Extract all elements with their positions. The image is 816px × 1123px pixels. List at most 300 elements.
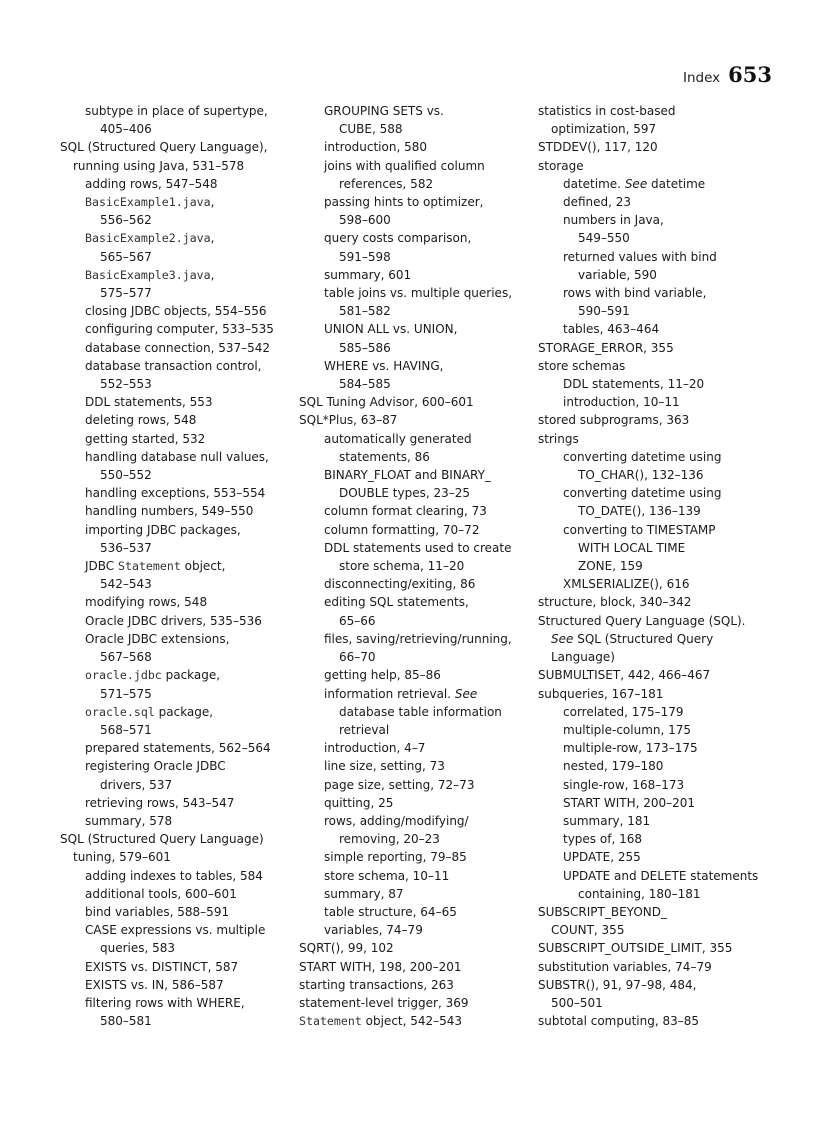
index-entry [538, 339, 776, 357]
index-entry [299, 211, 537, 229]
entry-text: filtering rows with WHERE, [85, 995, 245, 1010]
entry-text: SUBSTR(), 91, 97–98, 484, [538, 977, 697, 992]
index-entry [60, 757, 298, 775]
entry-text: GROUPING SETS vs. [324, 104, 444, 118]
index-entry [538, 211, 776, 229]
index-entry [60, 248, 298, 266]
entry-text: optimization, 597 [551, 122, 657, 137]
entry-text: query costs comparison, [324, 231, 472, 246]
index-entry [299, 302, 537, 320]
entry-text: 584–585 [339, 377, 391, 392]
entry-text: SQL Tuning Advisor, 600–601 [299, 395, 474, 410]
index-entry [299, 248, 537, 266]
index-entry [538, 830, 776, 848]
code-term: BasicExample2.java [85, 231, 211, 246]
index-entry [299, 812, 537, 830]
index-entry [60, 648, 298, 666]
index-entry [538, 958, 776, 976]
index-entry [538, 448, 776, 466]
entry-text: CUBE, 588 [339, 122, 403, 137]
entry-text: quitting, 25 [324, 795, 394, 810]
entry-text: additional tools, 600–601 [85, 886, 237, 901]
entry-text: statistics in cost-based [538, 104, 676, 118]
index-entry [60, 903, 298, 921]
entry-text: 556–562 [100, 213, 152, 228]
entry-text: DDL statements, 11–20 [563, 377, 705, 392]
entry-text: information retrieval. [324, 686, 455, 701]
running-head-label: Index [682, 70, 721, 86]
index-entry [299, 757, 537, 775]
entry-text: summary, 181 [563, 813, 651, 828]
index-entry [60, 721, 298, 739]
index-entry [299, 739, 537, 757]
entry-text: DOUBLE types, 23–25 [339, 486, 471, 501]
entry-text: joins with qualified column [324, 158, 485, 173]
entry-text: line size, setting, 73 [324, 759, 445, 774]
entry-text: defined, 23 [563, 195, 632, 210]
index-entry [299, 666, 537, 684]
entry-text: structure, block, 340–342 [538, 595, 692, 610]
entry-text: database transaction control, [85, 358, 262, 373]
index-entry [299, 848, 537, 866]
code-term: Statement [118, 559, 181, 574]
entry-text: 567–568 [100, 650, 152, 665]
code-term: oracle.sql [85, 704, 155, 719]
entry-text: package, [154, 704, 214, 719]
entry-text: START WITH, 198, 200–201 [299, 959, 462, 974]
index-entry [299, 1012, 537, 1030]
index-entry [299, 138, 537, 156]
entry-text: 585–586 [339, 340, 391, 355]
entry-text: numbers in Java, [563, 213, 664, 228]
index-entry [538, 411, 776, 429]
index-entry [538, 939, 776, 957]
entry-text: introduction, 580 [324, 140, 427, 155]
index-entry [60, 921, 298, 939]
entry-text: XMLSERIALIZE(), 616 [563, 577, 690, 592]
index-entry [299, 794, 537, 812]
index-entry [538, 812, 776, 830]
entry-text: summary, 578 [85, 813, 173, 828]
entry-text: simple reporting, 79–85 [324, 850, 467, 865]
entry-text: statement-level trigger, 369 [299, 995, 469, 1010]
entry-text: page size, setting, 72–73 [324, 777, 475, 792]
see-reference: See [551, 631, 574, 646]
index-entry [60, 393, 298, 411]
entry-text: prepared statements, 562–564 [85, 741, 271, 756]
index-entry [299, 703, 537, 721]
index-entry [60, 848, 298, 866]
index-entry [60, 430, 298, 448]
entry-text: statements, 86 [339, 449, 430, 464]
entry-text: converting datetime using [563, 449, 722, 464]
index-entry [60, 776, 298, 794]
entry-text: editing SQL statements, [324, 595, 469, 610]
index-entry [60, 448, 298, 466]
index-entry [60, 175, 298, 193]
index-entry [299, 157, 537, 175]
index-entry [538, 921, 776, 939]
entry-text: 590–591 [578, 304, 630, 319]
index-entry [60, 320, 298, 338]
index-entry [538, 357, 776, 375]
index-entry [299, 448, 537, 466]
index-entry [538, 175, 776, 193]
index-entry [60, 539, 298, 557]
index-entry [299, 958, 537, 976]
entry-text: store schema, 10–11 [324, 868, 450, 883]
entry-text: SQL (Structured Query Language) [60, 832, 264, 847]
entry-text: drivers, 537 [100, 777, 173, 792]
entry-text: registering Oracle JDBC [85, 759, 226, 774]
index-entry [538, 266, 776, 284]
entry-text: SQL (Structured Query Language), [60, 140, 268, 155]
entry-text: COUNT, 355 [551, 923, 625, 938]
entry-text: Language) [551, 650, 615, 665]
entry-text: queries, 583 [100, 941, 176, 956]
entry-text: table joins vs. multiple queries, [324, 286, 513, 301]
index-entry [60, 885, 298, 903]
entry-text: SUBSCRIPT_BEYOND_ [538, 904, 668, 919]
entry-text: store schemas [538, 358, 626, 373]
entry-text: TO_CHAR(), 132–136 [578, 468, 704, 483]
index-entry [538, 666, 776, 684]
entry-text: column format clearing, 73 [324, 504, 487, 519]
index-entry [299, 885, 537, 903]
index-entry [538, 138, 776, 156]
entry-text: 500–501 [551, 995, 603, 1010]
entry-text: datetime [647, 176, 706, 191]
index-entry [299, 375, 537, 393]
entry-text: summary, 87 [324, 886, 404, 901]
index-entry [299, 339, 537, 357]
index-entry [538, 739, 776, 757]
index-entry [538, 393, 776, 411]
entry-text: modifying rows, 548 [85, 595, 208, 610]
entry-text: multiple-column, 175 [563, 722, 692, 737]
entry-text: 568–571 [100, 722, 152, 737]
index-entry [299, 903, 537, 921]
index-entry [60, 794, 298, 812]
index-entry [538, 229, 776, 247]
index-entry [538, 593, 776, 611]
entry-text: subqueries, 167–181 [538, 686, 664, 701]
entry-text: introduction, 10–11 [563, 395, 680, 410]
index-entry [538, 994, 776, 1012]
index-entry [299, 484, 537, 502]
index-entry [299, 175, 537, 193]
index-entry [299, 994, 537, 1012]
entry-text: files, saving/retrieving/running, [324, 631, 512, 646]
entry-text: converting to TIMESTAMP [563, 522, 716, 537]
entry-text: removing, 20–23 [339, 832, 440, 847]
index-entry [538, 157, 776, 175]
index-entry [60, 812, 298, 830]
entry-text: 549–550 [578, 231, 630, 246]
entry-text: package, [161, 668, 221, 683]
entry-text: 598–600 [339, 213, 391, 228]
index-entry [299, 430, 537, 448]
entry-text: passing hints to optimizer, [324, 195, 484, 210]
code-term: Statement [299, 1014, 362, 1029]
entry-text: handling exceptions, 553–554 [85, 486, 266, 501]
entry-text: WITH LOCAL TIME [578, 540, 686, 555]
entry-text: multiple-row, 173–175 [563, 741, 698, 756]
entry-text: correlated, 175–179 [563, 704, 684, 719]
entry-text: summary, 601 [324, 267, 412, 282]
index-entry [538, 248, 776, 266]
entry-text: 65–66 [339, 613, 376, 628]
index-entry [299, 685, 537, 703]
index-entry [299, 575, 537, 593]
entry-text: adding rows, 547–548 [85, 176, 218, 191]
index-entry [60, 375, 298, 393]
index-entry [299, 976, 537, 994]
entry-text: containing, 180–181 [578, 886, 701, 901]
index-entry [299, 776, 537, 794]
entry-text: Oracle JDBC extensions, [85, 631, 230, 646]
entry-text: BINARY_FLOAT and BINARY_ [324, 468, 491, 483]
entry-text: , [210, 195, 215, 210]
index-entry [60, 939, 298, 957]
index-entry [538, 575, 776, 593]
index-entry [538, 848, 776, 866]
index-entry [60, 120, 298, 138]
entry-text: store schema, 11–20 [339, 559, 465, 574]
index-entry [60, 703, 298, 721]
index-entry [299, 921, 537, 939]
index-entry [299, 193, 537, 211]
index-entry [538, 630, 776, 648]
index-entry [538, 867, 776, 885]
index-entry [60, 830, 298, 848]
entry-text: 66–70 [339, 650, 376, 665]
index-entry [60, 193, 298, 211]
index-entry [538, 284, 776, 302]
entry-text: UNION ALL vs. UNION, [324, 322, 458, 337]
index-entry [60, 958, 298, 976]
index-entry [60, 575, 298, 593]
index-entry [538, 685, 776, 703]
code-term: BasicExample3.java [85, 267, 211, 282]
entry-text: introduction, 4–7 [324, 741, 426, 756]
entry-text: START WITH, 200–201 [563, 795, 696, 810]
entry-text: adding indexes to tables, 584 [85, 868, 263, 883]
index-entry [299, 721, 537, 739]
index-entry [60, 502, 298, 520]
index-entry [538, 193, 776, 211]
see-reference: See [624, 176, 648, 191]
see-reference: See [454, 686, 478, 701]
index-entry [299, 120, 537, 138]
index-entry [299, 357, 537, 375]
entry-text: 405–406 [100, 122, 152, 137]
index-entry [538, 976, 776, 994]
index-entry [299, 830, 537, 848]
entry-text: subtotal computing, 83–85 [538, 1014, 700, 1029]
entry-text: variable, 590 [578, 267, 657, 282]
entry-text: 580–581 [100, 1014, 152, 1029]
index-entry [60, 612, 298, 630]
entry-text: EXISTS vs. IN, 586–587 [85, 977, 224, 992]
code-term: oracle.jdbc [85, 668, 162, 683]
index-entry [60, 976, 298, 994]
index-entry [299, 867, 537, 885]
entry-text: database connection, 537–542 [85, 340, 271, 355]
index-entry [538, 1012, 776, 1030]
index-entry [538, 484, 776, 502]
index-entry [60, 994, 298, 1012]
index-entry [60, 521, 298, 539]
page-number: 653 [728, 62, 772, 87]
index-entry [60, 630, 298, 648]
index-entry [60, 266, 298, 284]
entry-text: STORAGE_ERROR, 355 [538, 340, 674, 355]
entry-text: converting datetime using [563, 486, 722, 501]
index-column-2 [299, 102, 537, 1030]
index-entry [538, 302, 776, 320]
entry-text: configuring computer, 533–535 [85, 322, 274, 337]
index-entry [60, 666, 298, 684]
index-entry [538, 612, 776, 630]
index-entry [538, 903, 776, 921]
entry-text: JDBC [85, 559, 118, 574]
index-entry [299, 521, 537, 539]
index-entry [299, 229, 537, 247]
entry-text: SUBSCRIPT_OUTSIDE_LIMIT, 355 [538, 941, 733, 956]
entry-text: CASE expressions vs. multiple [85, 923, 266, 938]
entry-text: 536–537 [100, 540, 152, 555]
entry-text: references, 582 [339, 176, 434, 191]
entry-text: tuning, 579–601 [73, 850, 171, 865]
index-entry [299, 630, 537, 648]
entry-text: handling database null values, [85, 449, 269, 464]
index-entry [299, 320, 537, 338]
index-entry [299, 612, 537, 630]
index-entry [538, 885, 776, 903]
entry-text: EXISTS vs. DISTINCT, 587 [85, 959, 239, 974]
index-column-3 [538, 102, 776, 1030]
entry-text: storage [538, 158, 584, 173]
entry-text: deleting rows, 548 [85, 413, 197, 428]
index-entry [538, 757, 776, 775]
index-entry [60, 339, 298, 357]
index-entry [538, 102, 776, 120]
index-entry [60, 157, 298, 175]
entry-text: stored subprograms, 363 [538, 413, 690, 428]
entry-text: table structure, 64–65 [324, 904, 457, 919]
index-entry [299, 539, 537, 557]
entry-text: object, 542–543 [361, 1014, 463, 1029]
entry-text: 565–567 [100, 249, 152, 264]
entry-text: datetime. [563, 176, 625, 191]
entry-text: 581–582 [339, 304, 391, 319]
entry-text: UPDATE, 255 [563, 850, 641, 865]
index-entry [299, 502, 537, 520]
entry-text: starting transactions, 263 [299, 977, 454, 992]
index-entry [60, 357, 298, 375]
entry-text: WHERE vs. HAVING, [324, 358, 444, 373]
entry-text: variables, 74–79 [324, 923, 423, 938]
page-header [683, 62, 772, 87]
index-entry [538, 320, 776, 338]
index-entry [60, 229, 298, 247]
entry-text: retrieving rows, 543–547 [85, 795, 235, 810]
entry-text: single-row, 168–173 [563, 777, 685, 792]
entry-text: types of, 168 [563, 832, 642, 847]
entry-text: STDDEV(), 117, 120 [538, 140, 658, 155]
entry-text: DDL statements, 553 [85, 395, 213, 410]
entry-text: 542–543 [100, 577, 152, 592]
entry-text: TO_DATE(), 136–139 [578, 504, 701, 519]
index-entry [299, 266, 537, 284]
index-entry [60, 211, 298, 229]
index-entry [538, 539, 776, 557]
entry-text: strings [538, 431, 579, 446]
entry-text: Oracle JDBC drivers, 535–536 [85, 613, 262, 628]
entry-text: SQRT(), 99, 102 [299, 941, 394, 956]
entry-text: rows with bind variable, [563, 286, 707, 301]
entry-text: SUBMULTISET, 442, 466–467 [538, 668, 711, 683]
index-entry [538, 375, 776, 393]
entry-text: ZONE, 159 [578, 559, 643, 574]
entry-text: , [210, 231, 215, 246]
entry-text: returned values with bind [563, 249, 717, 264]
entry-text: DDL statements used to create [324, 540, 512, 555]
index-entry [60, 484, 298, 502]
entry-text: closing JDBC objects, 554–556 [85, 304, 267, 319]
index-entry [60, 557, 298, 575]
index-entry [60, 411, 298, 429]
index-entry [299, 939, 537, 957]
index-entry [538, 557, 776, 575]
index-entry [538, 466, 776, 484]
index-entry [60, 1012, 298, 1030]
entry-text: 552–553 [100, 377, 152, 392]
entry-text: handling numbers, 549–550 [85, 504, 254, 519]
index-entry [299, 466, 537, 484]
entry-text: , [210, 267, 215, 282]
entry-text: tables, 463–464 [563, 322, 660, 337]
entry-text: nested, 179–180 [563, 759, 664, 774]
index-column-1 [60, 102, 298, 1030]
entry-text: 571–575 [100, 686, 152, 701]
index-entry [299, 593, 537, 611]
index-entry [60, 284, 298, 302]
entry-text: getting started, 532 [85, 431, 206, 446]
index-entry [60, 102, 298, 120]
index-entry [538, 648, 776, 666]
entry-text: column formatting, 70–72 [324, 522, 480, 537]
entry-text: getting help, 85–86 [324, 668, 441, 683]
index-entry [538, 521, 776, 539]
index-entry [299, 648, 537, 666]
entry-text: bind variables, 588–591 [85, 904, 230, 919]
index-entry [538, 721, 776, 739]
index-entry [60, 302, 298, 320]
entry-text: 575–577 [100, 286, 152, 301]
entry-text: subtype in place of supertype, [85, 104, 268, 118]
entry-text: retrieval [339, 722, 390, 737]
entry-text: database table information [339, 704, 502, 719]
entry-text: object, [180, 559, 226, 574]
entry-text: 591–598 [339, 249, 391, 264]
entry-text: automatically generated [324, 431, 472, 446]
entry-text: rows, adding/modifying/ [324, 813, 469, 828]
entry-text: running using Java, 531–578 [73, 158, 245, 173]
index-entry [299, 557, 537, 575]
index-entry [60, 593, 298, 611]
